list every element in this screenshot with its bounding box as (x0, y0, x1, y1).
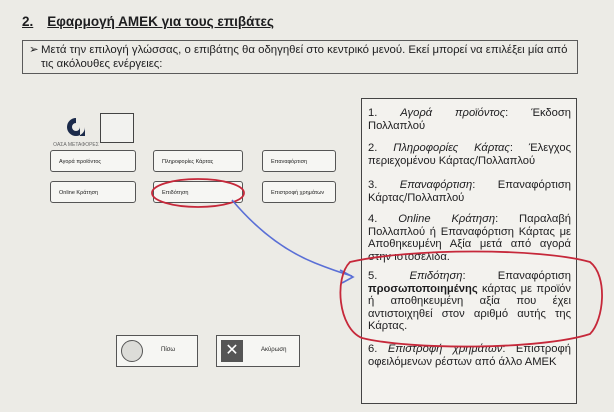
action-item-3 (368, 179, 571, 204)
action-item-6 (368, 343, 571, 368)
action-desc: κάρτας με προϊόν ή αποθηκευμένη αξία που έχει αντιστοιχηθεί στον αριθμό αυτής της Κάρτας. (368, 282, 571, 332)
recharge-button[interactable]: Επαναφόρτιση (262, 150, 336, 172)
action-emphasis: προσωποποιημένης (368, 282, 478, 295)
pointer-arrow-icon (340, 270, 353, 283)
product-purchase-button[interactable]: Αγορά προϊόντος (50, 150, 136, 172)
action-term: Online Κράτηση (398, 213, 496, 225)
action-item-1 (368, 107, 571, 132)
refund-button[interactable]: Επιστροφή χρημάτων (262, 181, 336, 203)
intro-text: Μετά την επιλογή γλώσσας, ο επιβάτης θα οδηγηθεί στο κεντρικό μενού. Εκεί μπορεί να επιλέξει μία από τις ακόλουθες ενέργειες: (41, 44, 568, 70)
action-term: Επιστροφή χρημάτων (387, 343, 503, 355)
action-desc: : Έλεγχος περιεχομένου Κάρτας/Πολλαπλού (368, 142, 571, 167)
action-desc: : Επιστροφή οφειλόμενων ρέστων από άλλο ΑΜΕΚ (368, 343, 571, 368)
subsidy-button[interactable]: Επιδότηση (153, 181, 243, 203)
action-item-5 (368, 270, 571, 333)
card-info-button[interactable]: Πληροφορίες Κάρτας (153, 150, 243, 172)
pointer-arrow-line (232, 200, 352, 276)
action-term: Πληροφορίες Κάρτας (393, 142, 510, 154)
close-icon: ✕ (221, 340, 243, 362)
oasa-logo-icon (64, 116, 88, 138)
action-term: Επιδότηση (409, 270, 463, 282)
section-title: Εφαρμογή ΑΜΕΚ για τους επιβάτες (47, 14, 274, 29)
language-placeholder-box (100, 113, 134, 143)
action-desc: : Παραλαβή Πολλαπλού ή Επαναφόρτιση Κάρτας με Αποθηκευμένη Αξία μετά από αγορά στην ιστοσελίδα. (368, 213, 571, 263)
cancel-button[interactable] (216, 335, 300, 367)
action-number: 6. (368, 343, 378, 355)
action-number: 5. (368, 270, 378, 282)
action-term: Επαναφόρτιση (399, 179, 473, 191)
section-heading (22, 14, 274, 29)
bullet-arrow-icon: ➢ (29, 44, 39, 56)
action-desc: : Επαναφόρτιση Κάρτας/Πολλαπλού (368, 179, 571, 204)
online-booking-button[interactable]: Online Κράτηση (50, 181, 136, 203)
logo-caption: ΟΑΣΑ ΜΕΤΑΦΟΡΕΣ (53, 142, 99, 148)
back-label: Πίσω (161, 347, 176, 353)
action-desc: : Έκδοση Πολλαπλού (368, 107, 572, 132)
actions-description-box (361, 98, 577, 404)
action-term: Αγορά προϊόντος (400, 107, 506, 119)
action-item-2 (368, 142, 571, 167)
action-number: 1. (368, 107, 378, 119)
back-button[interactable] (116, 335, 198, 367)
cancel-label: Ακύρωση (261, 347, 287, 353)
action-number: 4. (368, 213, 378, 225)
action-desc: : Επαναφόρτιση (462, 270, 571, 282)
action-item-4 (368, 213, 571, 263)
action-number: 3. (368, 179, 378, 191)
action-number: 2. (368, 142, 378, 154)
back-circle-icon (121, 340, 143, 362)
section-number: 2. (22, 14, 34, 29)
intro-box (22, 40, 578, 74)
